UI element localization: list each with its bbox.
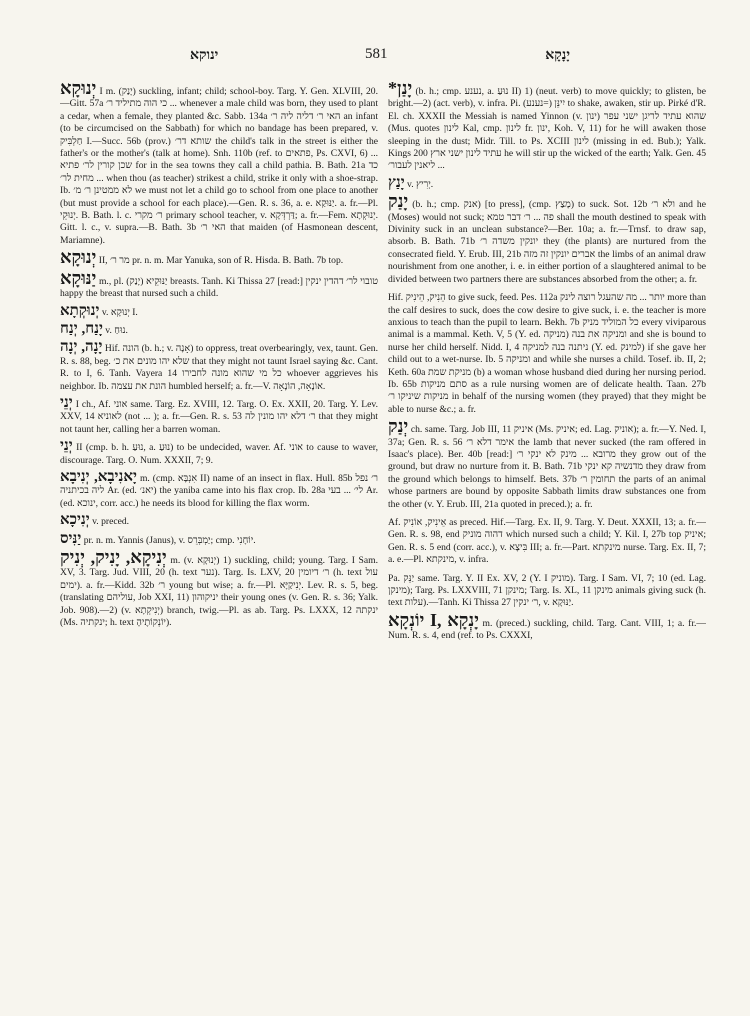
entry-text: Pa. יַנֵּק same. Targ. Y. II Ex. XV, 2 (Y. I מוניק). Targ. I Sam. VI, 7; 10 (ed. Lag. מינקן); Targ. Ps. LXXVIII, 71 מינקן; Targ. Is. XL, 11 מינקן animals giving suck (h. text עלות).—Tanh. Ki Thissa 27 ר׳ ינקין, v. יַנּוּקָא. [388,572,706,609]
entry-text: Hif. הֵנִיק, הֵינִיק to give suck, feed. Pes. 112a יותר ... מה שהעגל רוצה לינק more than the calf desires to suck, does the cow desire to give suck, i. e. the teacher is more anxious to teach than the pupil to learn. Bekh. 7b כל המוליד מניק every viviparous animal is a mammal. Keth. V, 5 (Y. ed. מניקה) ומניקה את בנה and she is bound to nurse her child herself. Nidd. I, 4 ניתנה בנה למניקה (Y. ed. למינק) if she gave her child out to a wet-nurse. Ib. 5 ומניקה and while she nurses a child. Tosef. ib. II, 2; Keth. 60a מניקת שמת (b) a woman whose husband died during her nursing period. Ib. 65b סתם מניקות as a rule nursing women are of delicate health. Taan. 27b מניקות שיניקו ר׳ in behalf of the nursing women (they prayed) that they might be able to nurse &c.; a. fr. [388,292,706,415]
entry-text: v. preced. [92,516,130,528]
dictionary-entry [60,320,378,337]
dictionary-entry [388,82,706,173]
entry-headword: יַנִּיס [60,530,82,547]
dictionary-entry [60,341,378,393]
entry-text: I ch., Af. אוני same. Targ. Ez. XVIII, 12. Targ. O. Ex. XXII, 20. Targ. Y. Lev. XXV, 14 לאוניא (not ... ); a. fr.—Gen. R. s. 53 ר׳ דלא יהו מונין לה that they might not taunt her, calling her a barren woman. [60,398,378,435]
entry-headword: יְנֵי [60,438,73,455]
entry-text: II, מר ר׳ pr. n. m. Mar Yanuka, son of R. Hisda. B. Bath. 7b top. [98,255,344,267]
entry-text: pr. n. m. Yannis (Janus), v. יַמְבְּרֵס; cmp. יוֹחָנִי. [83,534,256,546]
dictionary-entry [60,547,378,629]
entry-headword: יָנַח, יְנַח [60,320,103,337]
entry-headword: יָנַק [388,191,409,212]
entry-headword: יוֹנְקָא I, יָנְקָא [388,609,479,630]
entry-headword: יָנַץ [388,174,405,191]
entry-headword: *יָנַן [388,82,413,98]
dictionary-entry [388,174,706,191]
entry-text: v. יְרִיץ. [407,178,434,190]
dictionary-entry [60,302,378,319]
entry-text: (b. h.; cmp. אנק) [to press], (cmp. מָצַץ) to suck. Sot. 12b ולא ר׳ and he (Moses) would not suck; פה ... ר׳ דבר טמא shall the mouth destined to speak with Divinity suck in an unclean substance?—Ber. 10a; a. fr.—Trnsf. to draw sap, absorb. B. Bath. 71b יונקין משדה ר׳ they (the plants) are nurtured from the consecrated field. Y. Erub. III, 21b אברים יונקין זה מזה the limbs of an animal draw nourishment from one another, i. e. in either portion of a slaughtered animal to be divided between two partners there are substances absorbed from the other; a. fr. [388,199,706,285]
entry-text: I m. (יָנַק) suckling, infant; child; school-boy. Targ. Y. Gen. XLVIII, 20.—Gitt. 57a כי הוה מתיליד ר׳ ... whenever a male child was born, they used to plant a cedar, when a female, they planted &c. Sabb. 134a האי ר׳ דליה ליה ר׳ an infant (to be circumcised on the Sabbath) for which no bandage has been prepared, v. חַלְבִּיק I.—Succ. 56b (prov.) שותא דר׳ the child's talk in the street is either the father's or the mother's (talk at home). Snh. 110b (ref. to פתאים, Ps. CXVI, 6) ... שכן קורין לר׳ פתיא for in the sea towns they call a child pathia. B. Bath. 21a כד מחית לר׳ ... when thou (as teacher) strikest a child, strike it only with a shoe-strap. Ib. לא ממטינן ר׳ מ׳ we must not let a child go to school from one place to another (but must provide a school for each place).—Gen. R. s. 36, a. e. יַנּוּקַא. a. fr.—Pl. יְנוּקֵי. B. Bath. l. c. ר׳ מקרי primary school teacher, v. דַּרְדְּקָא; a. fr.—Fem. יְנוּקְתָא. Gitt. l. c., v. supra.—B. Bath. 3b האי ר׳ that maiden (of Hasmonean descent, Mariamne). [60,86,378,246]
page-number: 581 [365,46,388,62]
dictionary-entry [60,247,378,268]
dictionary-entry [60,394,378,436]
entry-text: m. (v. יְנוּקָא) 1) suckling, child; young. Targ. I Sam. XV, 3. Targ. Jud. VIII, 20 (h. text נער). Targ. Is. LXV, 20 ר׳ דיומין (h. text עול ימים). a. fr.—Kidd. 32b ר׳ young but wise; a. fr.—Pl. יְנִיקַיָּא. Lev. R. s. 5, beg. (translating עוליהם, Job XXI, 11) יניקוהון their young ones (v. Gen. R. s. 36; Yalk. Job. 908).—2) (v. יְנִיקְתָא) branch, twig.—Pl. as ab. Targ. Ps. LXXX, 12 ינקתה (Ms. ינקתיה; h. text יוֹנְקוֹתֶיהָ). [60,555,378,629]
entry-text: ch. same. Targ. Job III, 11 איניק (Ms. איניק; ed. Lag. אוניק); a. fr.—Y. Ned. I, 37a; Gen. R. s. 56 אימר דלא ר׳ the lamb that never sucked (the ram offered in Isaac's place). Ber. 40b [read:] מרובא ... מינק לא ינקי ר׳ they grow out of the ground, but draw no nurture from it. B. Bath. 71b מדנשיה קא ינקי they draw from the ground which belongs to himself. Bets. 37b תחומין ר׳ the parts of an animal whose partners are bound by opposite Sabbath limits draw substances one from the other (v. Y. Erub. III, 21a quoted in preced.); a. fr. [388,424,706,510]
entry-text: m. (preced.) suckling, child. Targ. Cant. VIII, 1; a. fr.—Num. R. s. 4, end (ref. to Ps. CXXXI, [388,617,706,642]
entry-headword: יְנוּקָא [60,82,97,98]
dictionary-entry [388,191,706,286]
dictionary-entry [388,571,706,610]
dictionary-entry [60,440,378,467]
header-left-word: ינוקא [190,48,219,63]
entry-text: m., pl. יַנּוּקֵיא (יָנַק) breasts. Tanh. Ki Thissa 27 [read:] טובוי לר׳ דהדין ינקין happy the breast that nursed such a child. [60,275,378,300]
entry-text: v. יְנוּקָא I. [101,306,138,318]
header-right-word: יָנָקָא [545,48,570,63]
entry-headword: יְנִיכָא [60,512,90,529]
dictionary-entry [388,515,706,567]
entry-text: (b. h.; cmp. נענע, a. נוּעַ II) 1) (neut. verb) to move quickly; to glisten, be bright.—2) (act. verb), v. infra. Pi. יִינֵּן (=נענע) to shake, awaken, stir up. Pirké d'R. El. ch. XXXII the Messiah is named Yinnon (v. ינון) שהוא עתיד לריגן ישני עפר (Mus. quotes לינון Kal, cmp. לינון fr. ינון, Koh. V, 11) for he will awaken those sleeping in the dust; Midr. Till. to Ps. XCIII לינון (missing in ed. Bub.); Yalk. Kings 200 עתיד לינון ישני ארץ he will stir up the wicked of the earth; Yalk. Gen. 45 ליאנין לעבור׳ ... [388,86,706,172]
entry-text: Af. אֵינִיק, אוֹנִיק as preced. Hif.—Targ. Ex. II, 9. Targ. Y. Deut. XXXII, 13; a. fr.—Gen. R. s. 98, end דהוה מוניק which nursed such a child; Y. Kil. I, 27b top איניק; Gen. R. s. 5 end (corr. acc.), v. בִּיצָא III; a. fr.—Part. מינקתא nurse. Targ. Ex. II, 7; a. e.—Pl. מינקתא, v. infra. [388,517,706,566]
entry-text: m. (cmp. אִנְבָּא II) name of an insect in flax. Hull. 85b ר׳ נפל ליה בכיתניה Ar. (ed. יאנ׳) the yaniba came into his flax crop. Ib. 28a לי׳ ... בעי Ar. (ed. ינוכא, corr. acc.) he needs its blood for killing the flax worm. [60,472,378,509]
entry-text: II (cmp. b. h. נוּעַ, a. נוּעַ) to be undecided, waver. Af. אוני to cause to waver, discourage. Targ. O. Num. XXXII, 7; 9. [60,442,378,466]
dictionary-entry [60,267,378,301]
dictionary-entry [60,468,378,510]
entry-text: Hif. הונה (b. h.; v. אָנָה) to oppress, treat overbearingly, vex, taunt. Gen. R. s. 88, beg. שלא יהו מונים את כ׳ that they might not taunt Israel saying &c. Cant. R. to I, 6. Tanh. Vayera 14 כל מי שהוא מונה לחבירו whoever aggrieves his neighbor. Ib. הונת את עצמה humbled herself; a. fr.—V. אוֹנָאָה, הוֹנָאָה. [60,343,378,392]
dictionary-entry [60,530,378,547]
dictionary-entry [388,609,706,643]
dictionary-entry [60,82,378,247]
entry-headword: יְנוּקְתָא [60,302,100,319]
entry-text: v. נוּחַ. [105,324,128,336]
right-column [388,82,706,1012]
entry-headword: יָנָה, יְנָה [60,339,103,356]
dictionary-entry [388,416,706,511]
entry-headword: יְנִיקָא, יָנִיק, יְנִיק [60,547,167,567]
entry-headword: יְנַק [388,416,409,437]
entry-headword: יָאנִיבָא, יְנִיבָא [60,468,137,485]
dictionary-entry [60,514,378,528]
entry-headword: יְנוּקָא [60,247,97,268]
running-header [60,40,710,66]
entry-headword: יַנּוּקָא [60,267,97,288]
entry-headword: יְנֵי [60,394,73,411]
left-column [60,82,378,1012]
dictionary-entry [388,290,706,416]
